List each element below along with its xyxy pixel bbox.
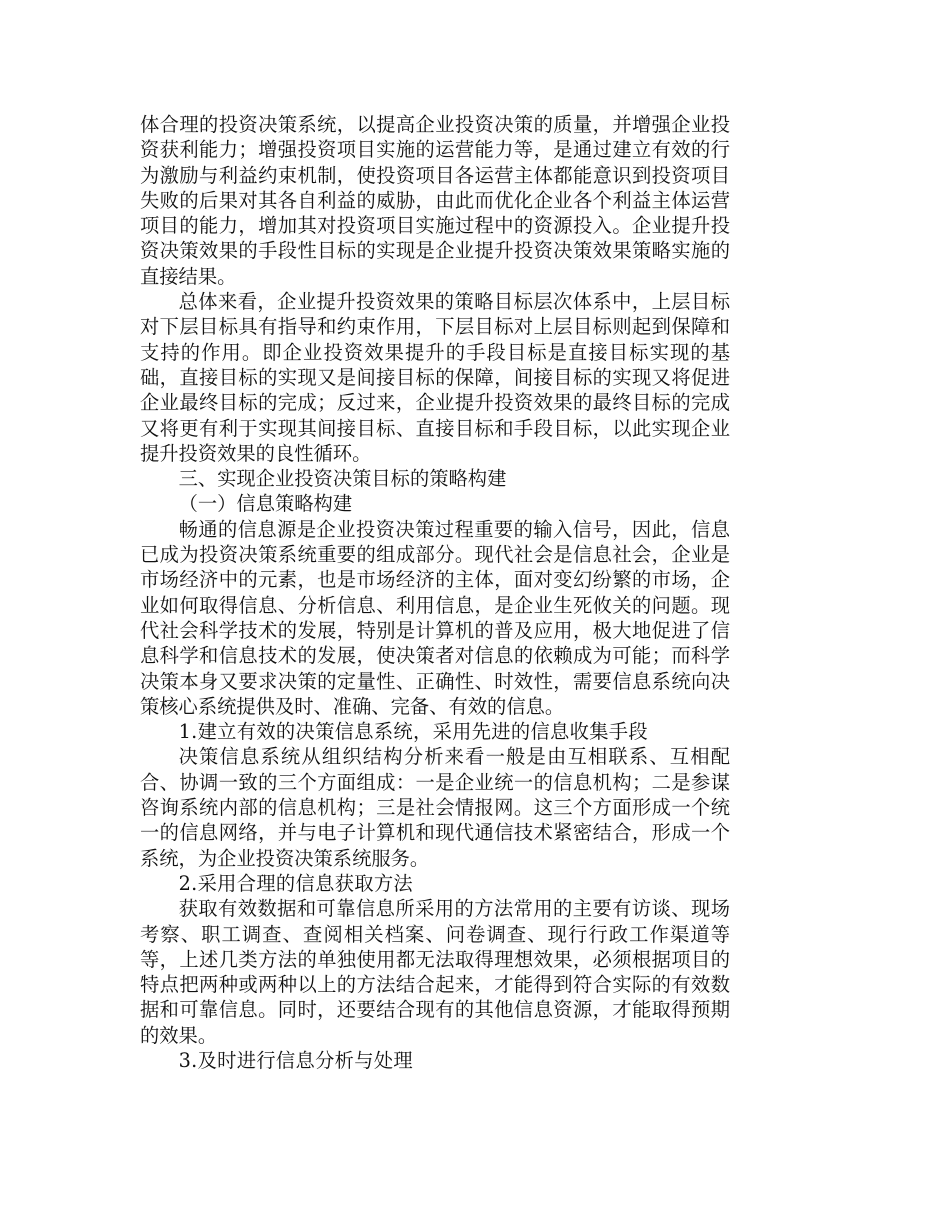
paragraph-acquisition-methods: 获取有效数据和可靠信息所采用的方法常用的主要有访谈、现场考察、职工调查、查阅相关档案、问卷调查、现行行政工作渠道等等，上述几类方法的单独使用都无法取得理想效果，必须根据项目的特点把两种或两种以上的方法结合起来，才能得到符合实际的有效数据和可靠信息。同时，还要结合现有的其他信息资源，才能取得预期的效果。 — [140, 897, 730, 1047]
numbered-heading-2: 2.采用合理的信息获取方法 — [178, 871, 413, 895]
document-page — [140, 112, 730, 1073]
paragraph-summary: 总体来看，企业提升投资效果的策略目标层次体系中，上层目标对下层目标具有指导和约束作用，下层目标对上层目标则起到保障和支持的作用。即企业投资效果提升的手段目标是直接目标实现的基础，直接目标的实现又是间接目标的保障，间接目标的实现又将促进企业最终目标的完成；反过来，企业提升投资效果的最终目标的完成又将更有利于实现其间接目标、直接目标和手段目标，以此实现企业提升投资效果的良性循环。 — [140, 290, 730, 465]
section-heading: 三、实现企业投资决策目标的策略构建 — [178, 467, 507, 491]
numbered-heading-3: 3.及时进行信息分析与处理 — [178, 1048, 413, 1072]
numbered-heading-1: 1.建立有效的决策信息系统，采用先进的信息收集手段 — [178, 720, 648, 744]
subsection-heading: （一）信息策略构建 — [178, 492, 353, 516]
paragraph-continued: 体合理的投资决策系统，以提高企业投资决策的质量，并增强企业投资获利能力；增强投资项目实施的运营能力等，是通过建立有效的行为激励与利益约束机制，使投资项目各运营主体都能意识到投资项目失败的后果对其各自利益的威胁，由此而优化企业各个利益主体运营项目的能力，增加其对投资项目实施过程中的资源投入。企业提升投资决策效果的手段性目标的实现是企业提升投资决策效果策略实施的直接结果。 — [140, 113, 730, 288]
paragraph-information-source: 畅通的信息源是企业投资决策过程重要的输入信号，因此，信息已成为投资决策系统重要的组成部分。现代社会是信息社会，企业是市场经济中的元素，也是市场经济的主体，面对变幻纷繁的市场，企业如何取得信息、分析信息、利用信息，是企业生死攸关的问题。现代社会科学技术的发展，特别是计算机的普及应用，极大地促进了信息科学和信息技术的发展，使决策者对信息的依赖成为可能；而科学决策本身又要求决策的定量性、正确性、时效性，需要信息系统向决策核心系统提供及时、准确、完备、有效的信息。 — [140, 517, 730, 718]
paragraph-information-system: 决策信息系统从组织结构分析来看一般是由互相联系、互相配合、协调一致的三个方面组成：一是企业统一的信息机构；二是参谋咨询系统内部的信息机构；三是社会情报网。这三个方面形成一个统一的信息网络，并与电子计算机和现代通信技术紧密结合，形成一个系统，为企业投资决策系统服务。 — [140, 745, 730, 870]
